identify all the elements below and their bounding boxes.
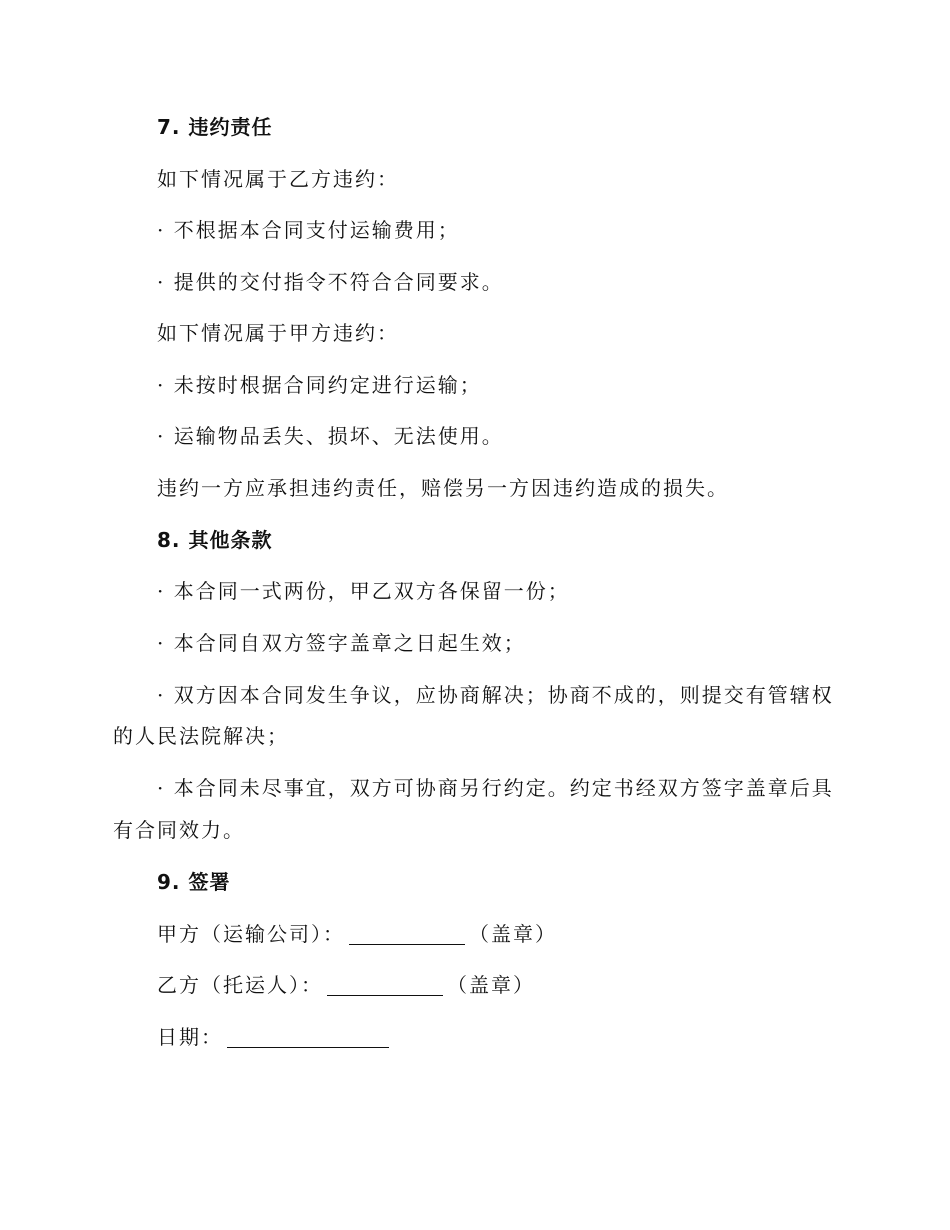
list-item: · 本合同自双方签字盖章之日起生效； [157,631,526,655]
party-a-signature-blank[interactable] [349,922,465,945]
list-item: · 本合同一式两份，甲乙双方各保留一份； [157,579,570,603]
breach-b-intro: 如下情况属于乙方违约： [157,167,399,191]
party-b-label: 乙方（托运人）： [157,973,323,997]
breach-conclusion: 违约一方应承担违约责任，赔偿另一方因违约造成的损失。 [157,476,729,500]
section-9-heading: 9. 签署 [157,870,231,894]
list-item: · 未按时根据合同约定进行运输； [157,373,482,397]
list-item: · 不根据本合同支付运输费用； [157,218,460,242]
date-label: 日期： [157,1025,223,1049]
party-a-label: 甲方（运输公司）： [157,922,345,946]
section-7-heading: 7. 违约责任 [157,115,273,139]
breach-a-intro: 如下情况属于甲方违约： [157,321,399,345]
list-item-line: · 双方因本合同发生争议，应协商解决；协商不成的，则提交有管辖权 [157,683,834,707]
party-b-signature-row [157,970,535,1000]
section-8-heading: 8. 其他条款 [157,528,273,552]
list-item-line: · 本合同未尽事宜，双方可协商另行约定。约定书经双方签字盖章后具 [157,776,834,800]
date-row [157,1022,393,1052]
party-a-seal: （盖章） [469,922,557,946]
date-blank[interactable] [227,1025,389,1048]
party-b-signature-blank[interactable] [327,973,443,996]
list-item-continuation: 的人民法院解决； [113,724,289,748]
list-item: · 提供的交付指令不符合合同要求。 [157,270,504,294]
list-item: · 运输物品丢失、损坏、无法使用。 [157,424,504,448]
party-a-signature-row [157,919,557,949]
party-b-seal: （盖章） [447,973,535,997]
list-item-continuation: 有合同效力。 [113,818,245,842]
